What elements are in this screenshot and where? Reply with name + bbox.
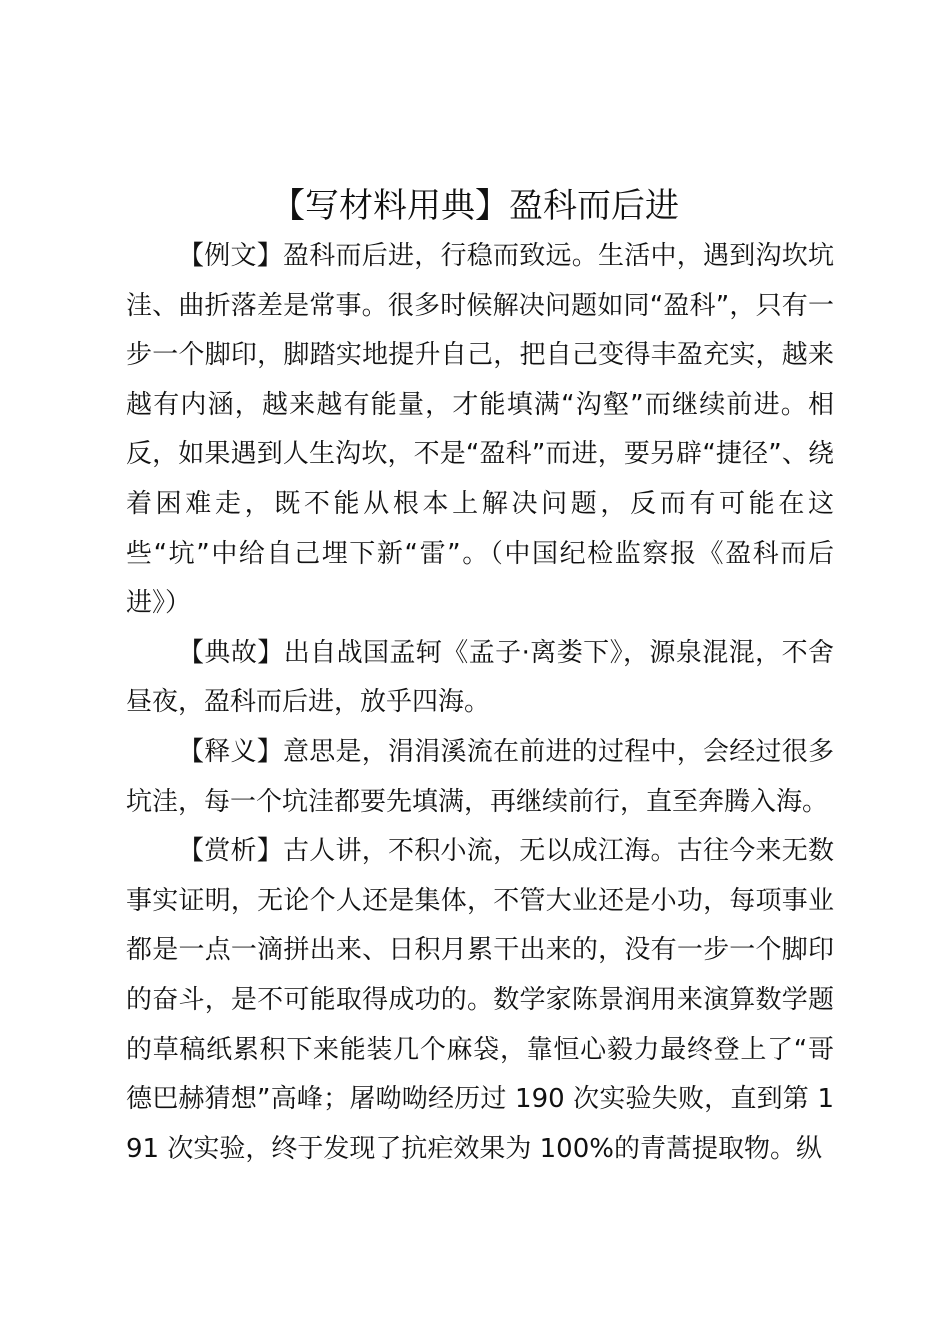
paragraph-example: 【例文】盈科而后进，行稳而致远。生活中，遇到沟坎坑洼、曲折落差是常事。很多时候解决问题如同“盈科”，只有一步一个脚印，脚踏实地提升自己，把自己变得丰盈充实，越来越有内涵，越来越有能量，才能填满“沟壑”而继续前进。相反，如果遇到人生沟坎，不是“盈科”而进，要另辟“捷径”、绕着困难走，既不能从根本上解决问题，反而有可能在这些“坑”中给自己埋下新“雷”。（中国纪检监察报《盈科而后进》） xyxy=(126,241,834,619)
document-body xyxy=(126,232,834,1174)
paragraph-allusion: 【典故】出自战国孟轲《孟子·离娄下》，源泉混混，不舍昼夜，盈科而后进，放乎四海。 xyxy=(126,637,834,718)
paragraph-explanation: 【释义】意思是，涓涓溪流在前进的过程中，会经过很多坑洼，每一个坑洼都要先填满，再继续前行，直至奔腾入海。 xyxy=(126,736,834,817)
document-title: 【写材料用典】盈科而后进 xyxy=(271,186,679,226)
paragraph-appreciation: 【赏析】古人讲，不积小流，无以成江海。古往今来无数事实证明，无论个人还是集体，不管大业还是小功，每项事业都是一点一滴拼出来、日积月累干出来的，没有一步一个脚印的奋斗，是不可能取得成功的。数学家陈景润用来演算数学题的草稿纸累积下来能装几个麻袋，靠恒心毅力最终登上了“哥德巴赫猜想”高峰；屠呦呦经历过 190 次实验失败，直到第 191 次实验，终于发现了抗疟效果为 100%的青蒿提取物。纵 xyxy=(126,836,834,1164)
